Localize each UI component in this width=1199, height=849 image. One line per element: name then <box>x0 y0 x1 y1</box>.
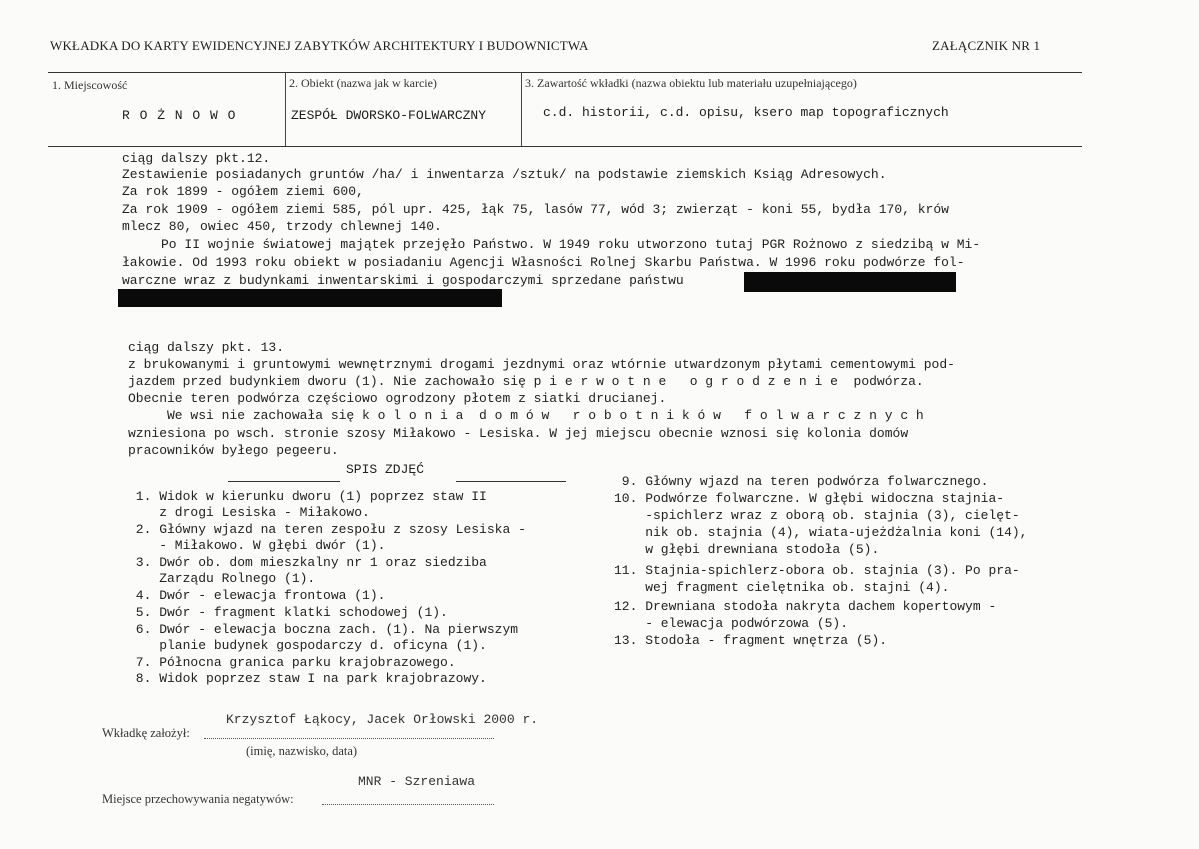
table-top-rule <box>48 72 1082 73</box>
sec13-line: Obecnie teren podwórza częściowo ogrodzony płotem z siatki drucianej. <box>128 391 667 406</box>
sec12-line: ciąg dalszy pkt.12. <box>122 151 271 166</box>
founder-value: Krzysztof Łąkocy, Jacek Orłowski 2000 r. <box>226 712 539 727</box>
storage-dotted-line <box>322 804 494 805</box>
photo-item: planie budynek gospodarczy d. oficyna (1). <box>128 638 487 653</box>
locality-label: 1. Miejscowość <box>52 78 128 92</box>
photo-item: - elewacja podwórzowa (5). <box>614 616 849 631</box>
photo-item: -spichlerz wraz z oborą ob. stajnia (3), cielęt- <box>614 508 1020 523</box>
photo-item: w głębi drewniana stodoła (5). <box>614 542 880 557</box>
photo-item: z drogi Lesiska - Miłakowo. <box>128 505 370 520</box>
annex-label: ZAŁĄCZNIK NR 1 <box>932 38 1041 53</box>
sec12-line: Za rok 1909 - ogółem ziemi 585, pól upr. 425, łąk 75, lasów 77, wód 3; zwierząt - koni 55, bydła 170, krów <box>122 202 949 217</box>
sec13-line: wzniesiona po wsch. stronie szosy Miłakowo - Lesiska. W jej miejscu obecnie wznosi się kolonia domów <box>128 426 909 441</box>
sec13-line: We wsi nie zachowała się k o l o n i a d o m ó w r o b o t n i k ó w f o l w a r c z n y c h <box>128 408 924 423</box>
sec12-line: Za rok 1899 - ogółem ziemi 600, <box>122 184 364 199</box>
photo-item: 4. Dwór - elewacja frontowa (1). <box>128 588 386 603</box>
photo-item: 7. Północna granica parku krajobrazowego. <box>128 655 456 670</box>
founder-hint: (imię, nazwisko, data) <box>246 744 358 758</box>
heading-rule-left <box>228 481 340 482</box>
redaction-bar <box>744 272 956 292</box>
sec12-line: łakowie. Od 1993 roku obiekt w posiadaniu Agencji Własności Rolnej Skarbu Państwa. W 1996 roku podwórze fol- <box>122 255 965 270</box>
photo-item: 3. Dwór ob. dom mieszkalny nr 1 oraz siedziba <box>128 555 487 570</box>
photo-item: 6. Dwór - elewacja boczna zach. (1). Na pierwszym <box>128 622 519 637</box>
column-divider-1 <box>285 72 286 146</box>
sec12-line: mlecz 80, owiec 450, trzody chlewnej 140. <box>122 219 442 234</box>
sec13-line: jazdem przed budynkiem dworu (1). Nie zachowało się p i e r w o t n e o g r o d z e n i e podwórza. <box>128 374 924 389</box>
photo-item: 2. Główny wjazd na teren zespołu z szosy Lesiska - <box>128 522 526 537</box>
photo-item: 11. Stajnia-spichlerz-obora ob. stajnia (3). Po pra- <box>614 563 1020 578</box>
photo-item: nik ob. stajnia (4), wiata-ujeżdżalnia koni (14), <box>614 525 1028 540</box>
storage-value: MNR - Szreniawa <box>358 774 476 789</box>
founder-label: Wkładkę założył: <box>102 726 190 740</box>
sec12-line: warczne wraz z budynkami inwentarskimi i gospodarczymi sprzedane państwu <box>122 273 684 288</box>
object-value: ZESPÓŁ DWORSKO-FOLWARCZNY <box>291 108 487 123</box>
photo-item: 13. Stodoła - fragment wnętrza (5). <box>614 633 888 648</box>
photo-item: - Miłakowo. W głębi dwór (1). <box>128 538 386 553</box>
photo-item: wej fragment cielętnika ob. stajni (4). <box>614 580 950 595</box>
photo-item: 12. Drewniana stodoła nakryta dachem kopertowym - <box>614 599 997 614</box>
photo-item: 8. Widok poprzez staw I na park krajobrazowy. <box>128 671 487 686</box>
storage-label: Miejsce przechowywania negatywów: <box>102 792 294 806</box>
contents-label: 3. Zawartość wkładki (nazwa obiektu lub materiału uzupełniającego) <box>525 76 857 90</box>
photo-item: Zarządu Rolnego (1). <box>128 571 316 586</box>
document-title: WKŁADKA DO KARTY EWIDENCYJNEJ ZABYTKÓW ARCHITEKTURY I BUDOWNICTWA <box>50 38 589 53</box>
photo-item: 9. Główny wjazd na teren podwórza folwarcznego. <box>614 474 989 489</box>
object-label: 2. Obiekt (nazwa jak w karcie) <box>289 76 437 90</box>
photo-item: 10. Podwórze folwarczne. W głębi widoczna stajnia- <box>614 491 1005 506</box>
heading-rule-right <box>456 481 566 482</box>
founder-dotted-line <box>204 738 494 739</box>
column-divider-2 <box>521 72 522 146</box>
sec13-line: z brukowanymi i gruntowymi wewnętrznymi drogami jezdnymi oraz wtórnie utwardzonym płytami cementowymi pod- <box>128 357 955 372</box>
locality-value: R O Ż N O W O <box>122 108 237 123</box>
sec12-line: Po II wojnie światowej majątek przejęło Państwo. W 1949 roku utworzono tutaj PGR Rożnowo z siedzibą w Mi- <box>122 237 981 252</box>
sec13-line: ciąg dalszy pkt. 13. <box>128 340 285 355</box>
sec12-line: Zestawienie posiadanych gruntów /ha/ i inwentarza /sztuk/ na podstawie ziemskich Ksiąg Adresowych. <box>122 167 887 182</box>
photo-list-heading: SPIS ZDJĘĆ <box>346 462 425 477</box>
redaction-bar <box>118 289 502 307</box>
contents-value: c.d. historii, c.d. opisu, ksero map topograficznych <box>543 105 949 120</box>
sec13-line: pracowników byłego pegeeru. <box>128 443 339 458</box>
photo-item: 1. Widok w kierunku dworu (1) poprzez staw II <box>128 489 487 504</box>
photo-item: 5. Dwór - fragment klatki schodowej (1). <box>128 605 448 620</box>
table-bottom-rule <box>48 146 1082 147</box>
